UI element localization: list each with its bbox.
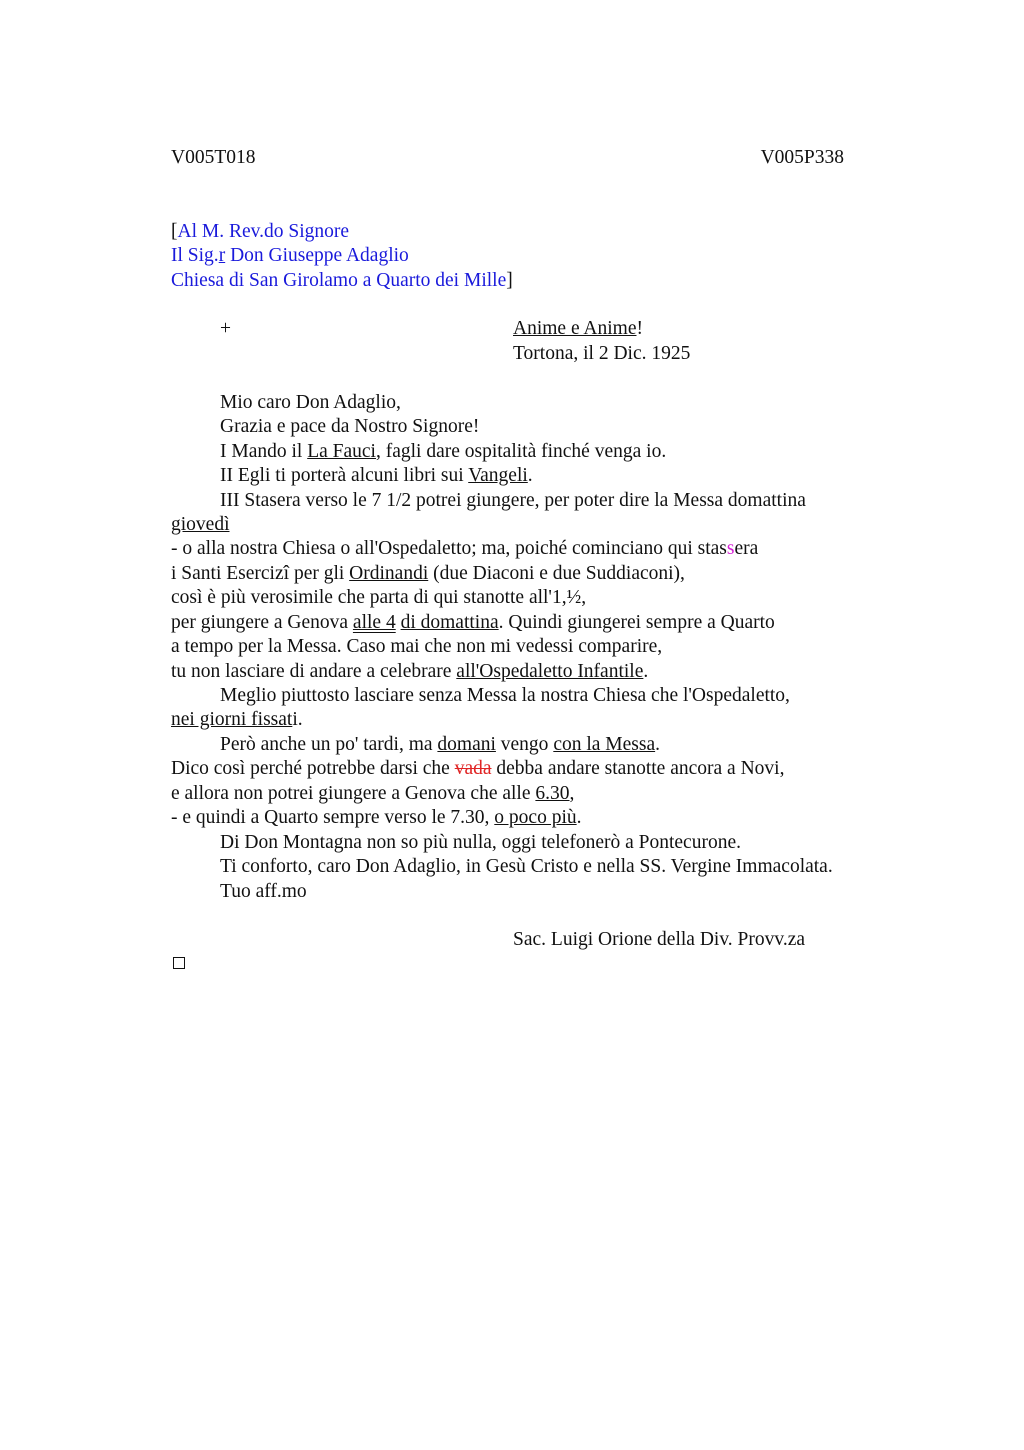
body-line: giovedì bbox=[171, 514, 230, 535]
address-line-1 bbox=[171, 220, 349, 244]
place-date: Tortona, il 2 Dic. 1925 bbox=[513, 343, 691, 364]
motto: Anime e Anime! bbox=[513, 318, 643, 339]
address-line-2: Il Sig.r Don Giuseppe Adaglio bbox=[171, 245, 409, 266]
body-line: - o alla nostra Chiesa o all'Ospedaletto; ma, poiché cominciano qui stassera bbox=[171, 538, 759, 559]
address-line-3: Chiesa di San Girolamo a Quarto dei Mille] bbox=[171, 270, 513, 291]
body-line: e allora non potrei giungere a Genova che alle 6.30, bbox=[171, 783, 575, 804]
body-line: Però anche un po' tardi, ma domani vengo con la Messa. bbox=[220, 734, 660, 755]
body-line: Ti conforto, caro Don Adaglio, in Gesù Cristo e nella SS. Vergine Immacolata. bbox=[220, 856, 833, 877]
open-bracket: [ bbox=[171, 221, 178, 242]
body-line: Di Don Montagna non so più nulla, oggi telefonerò a Pontecurone. bbox=[220, 832, 741, 853]
greeting: Grazia e pace da Nostro Signore! bbox=[220, 416, 480, 437]
struck-word: vada bbox=[454, 758, 492, 779]
close-bracket: ] bbox=[506, 270, 513, 291]
inserted-letter: s bbox=[726, 538, 735, 559]
body-line: III Stasera verso le 7 1/2 potrei giungere, per poter dire la Messa domattina bbox=[220, 490, 806, 511]
body-line: così è più verosimile che parta di qui stanotte all'1,½, bbox=[171, 587, 587, 608]
cross-mark: + bbox=[220, 318, 231, 339]
salutation: Mio caro Don Adaglio, bbox=[220, 392, 401, 413]
body-line: Meglio piuttosto lasciare senza Messa la nostra Chiesa che l'Ospedaletto, bbox=[220, 685, 790, 706]
body-line: nei giorni fissati. bbox=[171, 709, 303, 730]
body-line: a tempo per la Messa. Caso mai che non mi vedessi comparire, bbox=[171, 636, 663, 657]
body-line: I Mando il La Fauci, fagli dare ospitalità finché venga io. bbox=[220, 441, 667, 462]
document-code-left: V005T018 bbox=[171, 147, 256, 168]
square-icon bbox=[173, 957, 185, 969]
document-code-right: V005P338 bbox=[760, 147, 844, 168]
body-line: per giungere a Genova alle 4 di domattina. Quindi giungerei sempre a Quarto bbox=[171, 612, 775, 633]
signature: Sac. Luigi Orione della Div. Provv.za bbox=[513, 929, 806, 950]
address-recipient-title: Al M. Rev.do Signore bbox=[177, 221, 350, 242]
body-line: Dico così perché potrebbe darsi che vada debba andare stanotte ancora a Novi, bbox=[171, 758, 785, 779]
body-line: i Santi Esercizi per gli Ordinandi (due Diaconi e due Suddiaconi), bbox=[171, 563, 685, 584]
body-line: - e quindi a Quarto sempre verso le 7.30, o poco più. bbox=[171, 807, 582, 828]
closing: Tuo aff.mo bbox=[220, 881, 307, 902]
body-line: tu non lasciare di andare a celebrare all'Ospedaletto Infantile. bbox=[171, 661, 649, 682]
body-line: II Egli ti porterà alcuni libri sui Vangeli. bbox=[220, 465, 533, 486]
